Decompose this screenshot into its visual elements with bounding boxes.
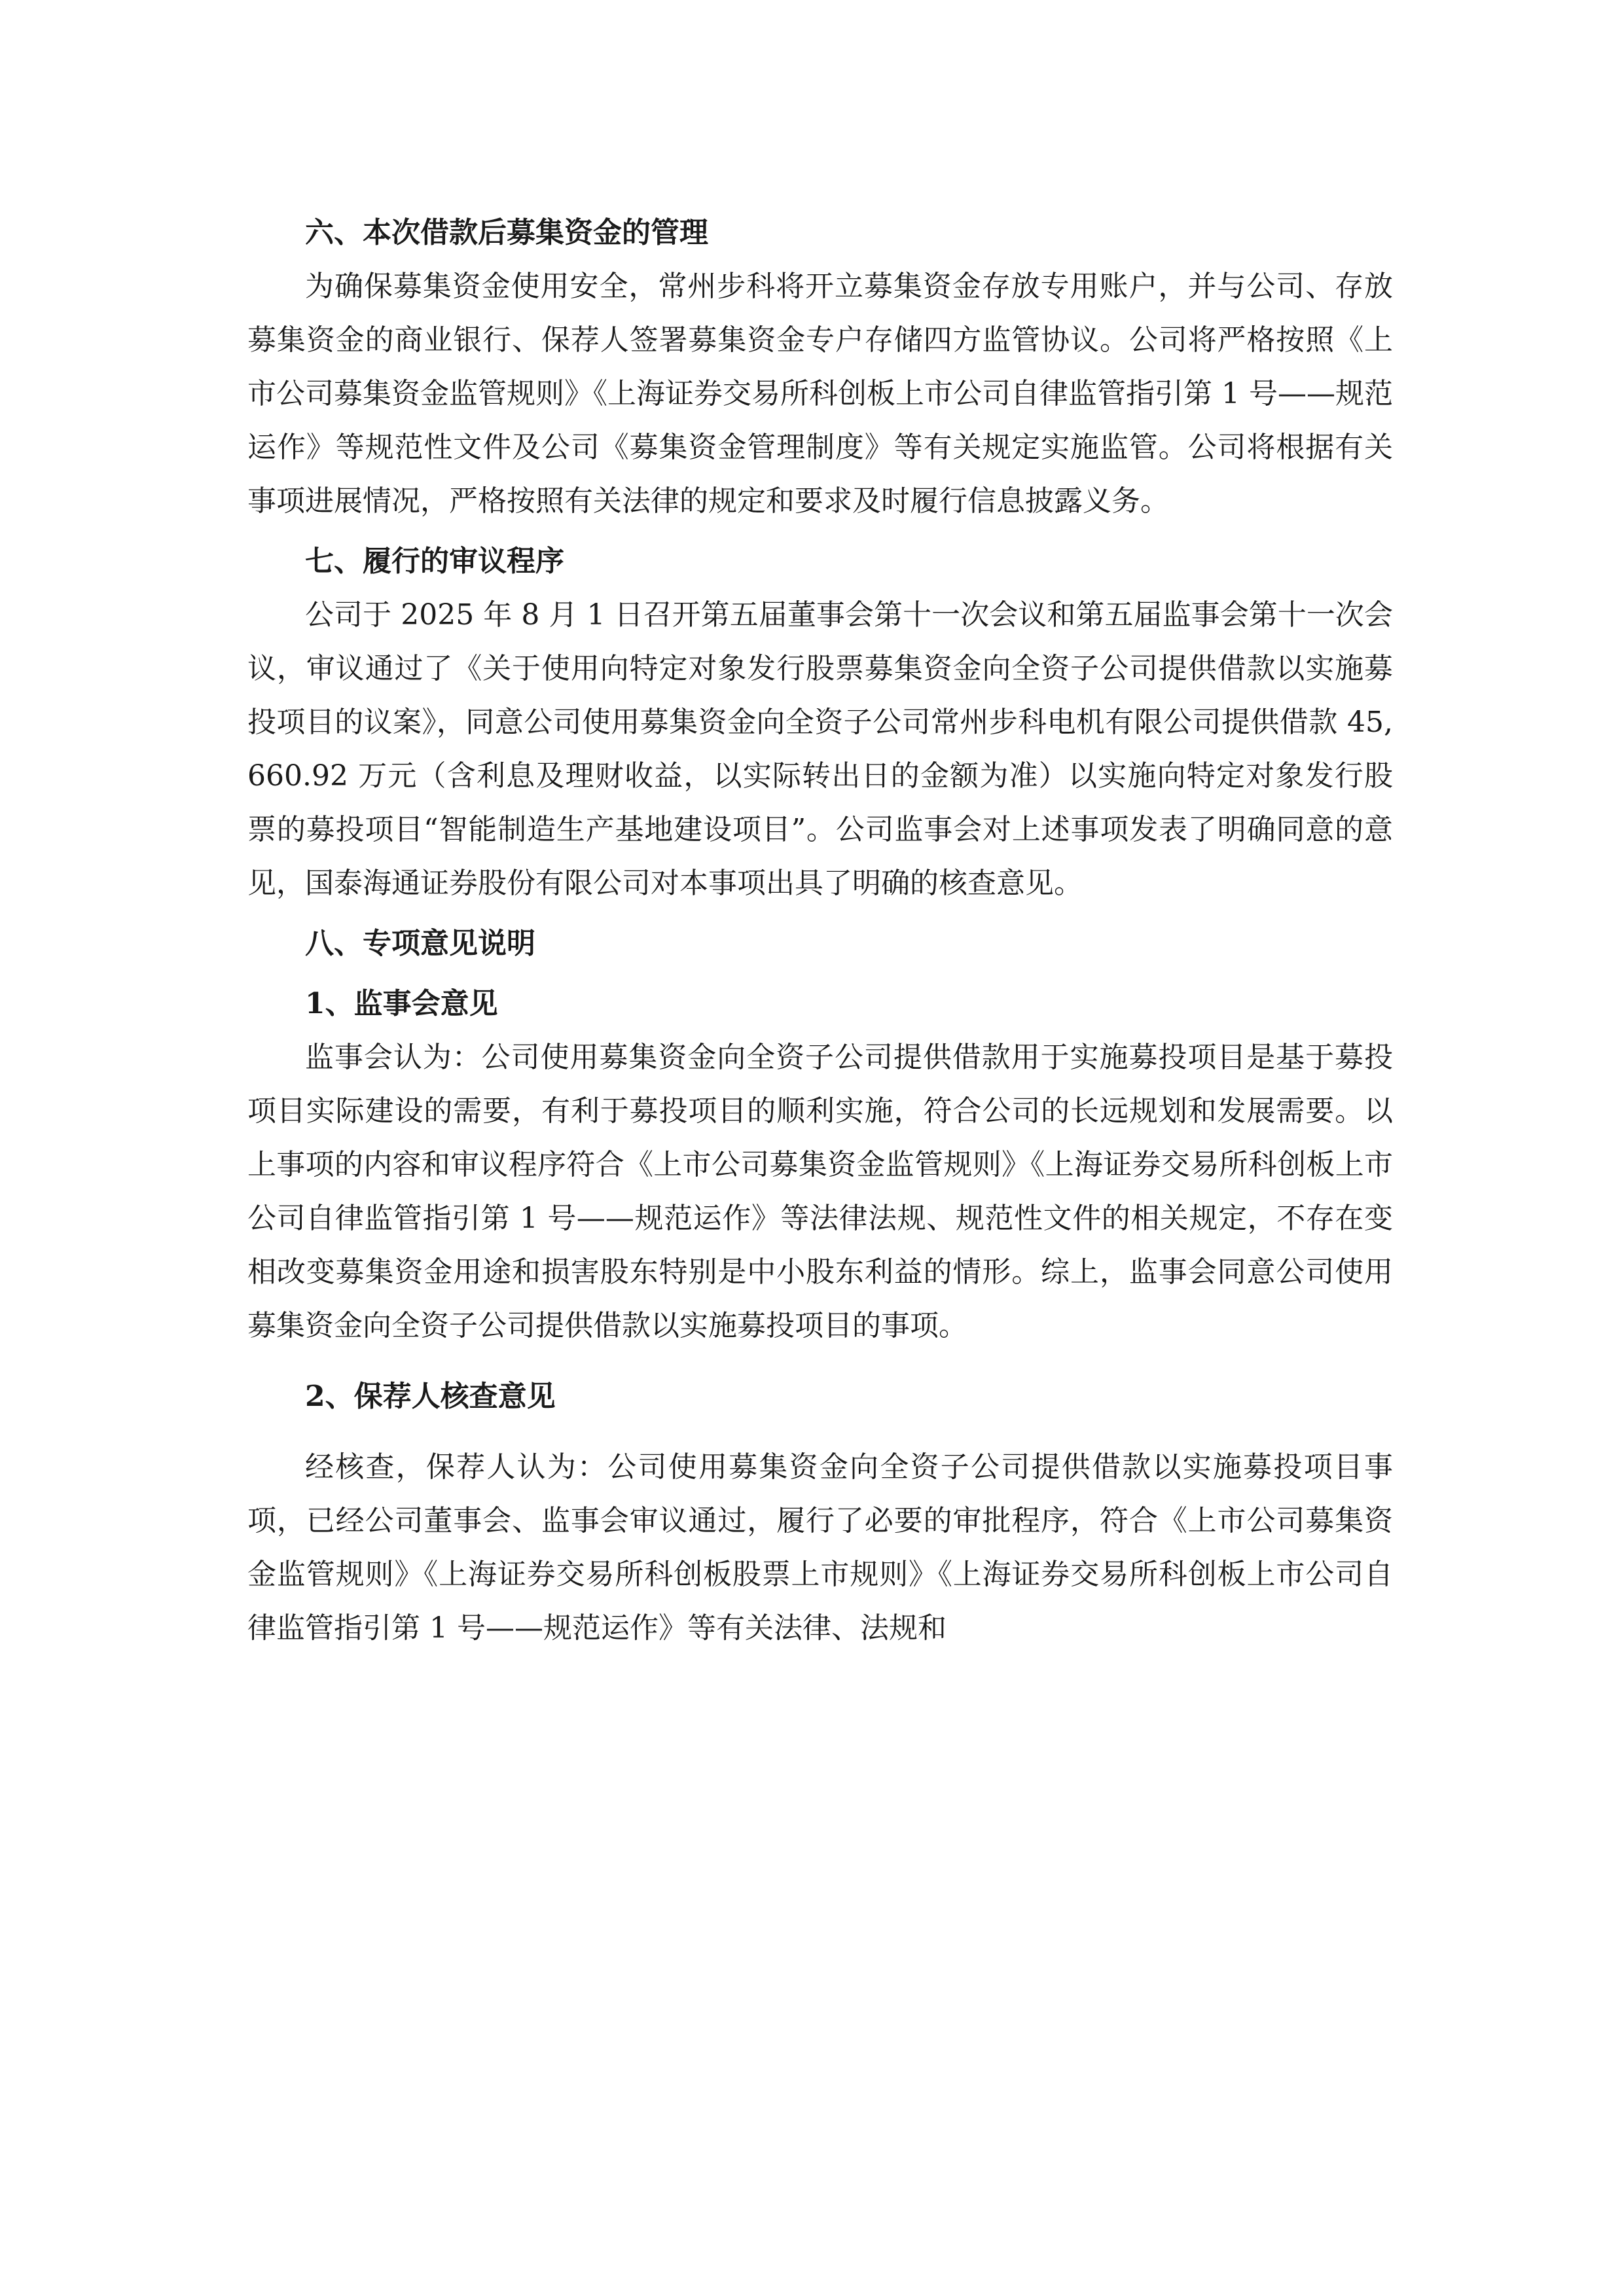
section-body-6: 为确保募集资金使用安全，常州步科将开立募集资金存放专用账户，并与公司、存放募集资金的商业银行、保荐人签署募集资金专户存储四方监管协议。公司将严格按照《上市公司募集资金监管规则》《上海证券交易所科创板上市公司自律监管指引第 1 号——规范运作》等规范性文件及公司《募集资金管理制度》等有关规定实施监管。公司将根据有关事项进展情况，严格按照有关法律的规定和要求及时履行信息披露义务。 bbox=[247, 270, 1393, 518]
subsection-body-sponsor: 经核查，保荐人认为：公司使用募集资金向全资子公司提供借款以实施募投项目事项，已经公司董事会、监事会审议通过，履行了必要的审批程序，符合《上市公司募集资金监管规则》《上海证券交易所科创板股票上市规则》《上海证券交易所科创板上市公司自律监管指引第 1 号——规范运作》等有关法律、法规和 bbox=[247, 1450, 1393, 1645]
section-heading-6: 六、本次借款后募集资金的管理 bbox=[305, 216, 708, 249]
section-heading-7: 七、履行的审议程序 bbox=[305, 545, 564, 578]
subsection-body-supervisory-board: 监事会认为：公司使用募集资金向全资子公司提供借款用于实施募投项目是基于募投项目实际建设的需要，有利于募投项目的顺利实施，符合公司的长远规划和发展需要。以上事项的内容和审议程序符合《上市公司募集资金监管规则》《上海证券交易所科创板上市公司自律监管指引第 1 号——规范运作》等法律法规、规范性文件的相关规定，不存在变相改变募集资金用途和损害股东特别是中小股东利益的情形。综上，监事会同意公司使用募集资金向全资子公司提供借款以实施募投项目的事项。 bbox=[247, 1041, 1393, 1342]
subsection-heading-supervisory-board: 1、监事会意见 bbox=[305, 987, 498, 1020]
subsection-heading-sponsor: 2、保荐人核查意见 bbox=[305, 1380, 556, 1413]
page-content bbox=[247, 206, 1393, 1655]
section-body-7: 公司于 2025 年 8 月 1 日召开第五届董事会第十一次会议和第五届监事会第十一次会议，审议通过了《关于使用向特定对象发行股票募集资金向全资子公司提供借款以实施募投项目的议案》，同意公司使用募集资金向全资子公司常州步科电机有限公司提供借款 45,660.92 万元（含利息及理财收益，以实际转出日的金额为准）以实施向特定对象发行股票的募投项目“智能制造生产基地建设项目”。公司监事会对上述事项发表了明确同意的意见，国泰海通证券股份有限公司对本事项出具了明确的核查意见。 bbox=[247, 598, 1393, 900]
section-heading-8: 八、专项意见说明 bbox=[305, 927, 535, 960]
